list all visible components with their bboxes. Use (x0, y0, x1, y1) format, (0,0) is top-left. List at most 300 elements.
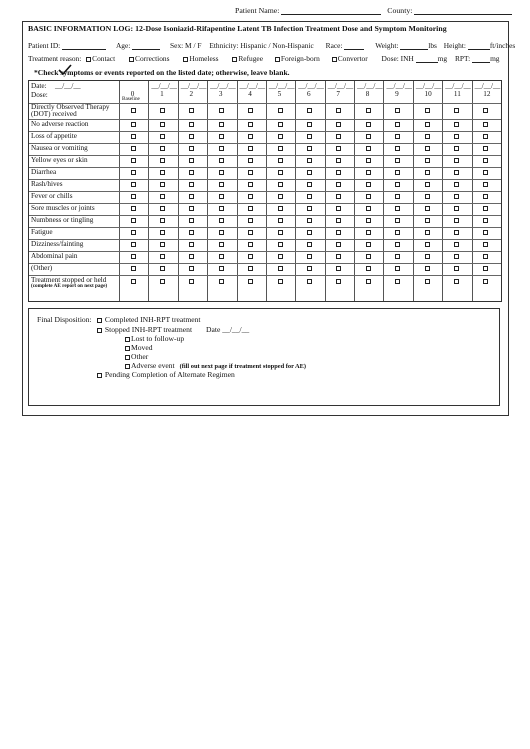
refugee-label: Refugee (238, 54, 263, 63)
county-field[interactable] (414, 6, 512, 15)
symptom-checkbox[interactable] (248, 182, 253, 187)
symptom-checkbox[interactable] (307, 230, 312, 235)
symptom-checkbox[interactable] (425, 146, 430, 151)
symptom-checkbox[interactable] (425, 170, 430, 175)
row-divider (29, 191, 501, 192)
symptom-label: Directly Observed Therapy (DOT) received (31, 103, 110, 118)
symptom-checkbox[interactable] (425, 108, 430, 113)
symptom-checkbox[interactable] (366, 108, 371, 113)
symptom-label: No adverse reaction (31, 120, 89, 128)
symptom-checkbox[interactable] (160, 254, 165, 259)
symptom-checkbox[interactable] (131, 206, 136, 211)
symptom-checkbox[interactable] (483, 279, 488, 284)
symptom-checkbox[interactable] (425, 134, 430, 139)
symptom-checkbox[interactable] (248, 194, 253, 199)
patient-name-label: Patient Name: (235, 6, 280, 15)
symptom-checkbox[interactable] (336, 146, 341, 151)
symptom-checkbox[interactable] (307, 158, 312, 163)
form-title: BASIC INFORMATION LOG: 12-Dose Isoniazid-Rifapentine Latent TB Infection Treatment Dose and Symptom Monitoring (28, 24, 447, 33)
symptom-checkbox[interactable] (336, 182, 341, 187)
age-field[interactable] (132, 41, 160, 50)
lost-label: Lost to follow-up (131, 334, 185, 343)
symptom-checkbox[interactable] (336, 254, 341, 259)
symptom-checkbox[interactable] (219, 279, 224, 284)
symptom-checkbox[interactable] (395, 182, 400, 187)
symptom-checkbox[interactable] (248, 266, 253, 271)
symptom-checkbox[interactable] (483, 170, 488, 175)
other-label: Other (131, 352, 149, 361)
date-label: Date: (31, 82, 47, 90)
treatment-reason-label: Treatment reason: (28, 54, 82, 63)
symptom-checkbox[interactable] (336, 108, 341, 113)
symptom-checkbox[interactable] (483, 254, 488, 259)
symptom-checkbox[interactable] (189, 242, 194, 247)
completed-label: Completed INH-RPT treatment (104, 315, 201, 324)
symptom-checkbox[interactable] (395, 266, 400, 271)
symptom-checkbox[interactable] (248, 122, 253, 127)
moved-option (125, 343, 153, 352)
homeless-label: Homeless (189, 54, 219, 63)
symptom-checkbox[interactable] (425, 266, 430, 271)
symptom-checkbox[interactable] (336, 279, 341, 284)
symptom-checkbox[interactable] (131, 266, 136, 271)
symptom-checkbox[interactable] (189, 158, 194, 163)
symptom-checkbox[interactable] (395, 230, 400, 235)
lost-checkbox[interactable] (125, 337, 130, 342)
patient-name-field[interactable] (281, 6, 381, 15)
symptom-checkbox[interactable] (366, 170, 371, 175)
pending-label: Pending Completion of Alternate Regimen (104, 370, 235, 379)
dose-date-field[interactable]: __/__/__ (445, 82, 471, 90)
symptom-checkbox[interactable] (483, 242, 488, 247)
refugee-checkbox[interactable] (232, 57, 237, 62)
rpt-dose-field[interactable] (472, 54, 490, 63)
symptom-checkbox[interactable] (189, 134, 194, 139)
dose-number: 11 (453, 90, 461, 98)
dose-date-field[interactable]: __/__/__ (386, 82, 413, 90)
stopped-checkbox[interactable] (97, 328, 102, 333)
symptom-checkbox[interactable] (483, 108, 488, 113)
symptom-checkbox[interactable] (219, 122, 224, 127)
symptom-label: Dizziness/fainting (31, 240, 84, 248)
symptom-checkbox[interactable] (336, 170, 341, 175)
symptom-checkbox[interactable] (219, 194, 224, 199)
pending-checkbox[interactable] (97, 373, 102, 378)
symptom-checkbox[interactable] (366, 230, 371, 235)
symptom-checkbox[interactable] (278, 146, 283, 151)
info-row (28, 41, 515, 50)
convertor-label: Convertor (337, 54, 368, 63)
symptom-checkbox[interactable] (483, 182, 488, 187)
symptom-checkbox[interactable] (160, 182, 165, 187)
symptom-checkbox[interactable] (307, 218, 312, 223)
symptom-checkbox[interactable] (131, 230, 136, 235)
symptom-checkbox[interactable] (336, 122, 341, 127)
symptom-checkbox[interactable] (219, 230, 224, 235)
symptom-checkbox[interactable] (395, 170, 400, 175)
symptom-checkbox[interactable] (278, 182, 283, 187)
symptom-checkbox[interactable] (248, 108, 253, 113)
symptom-checkbox[interactable] (336, 158, 341, 163)
corrections-checkbox[interactable] (129, 57, 134, 62)
symptom-checkbox[interactable] (307, 194, 312, 199)
weight-field[interactable] (400, 41, 428, 50)
dose-number: 0 (130, 90, 135, 98)
symptom-checkbox[interactable] (248, 134, 253, 139)
symptom-checkbox[interactable] (160, 170, 165, 175)
symptom-checkbox[interactable] (189, 254, 194, 259)
inh-dose-field[interactable] (416, 54, 438, 63)
symptom-checkbox[interactable] (395, 108, 400, 113)
symptom-checkbox[interactable] (454, 122, 459, 127)
symptom-checkbox[interactable] (131, 108, 136, 113)
moved-label: Moved (131, 343, 153, 352)
symptom-checkbox[interactable] (366, 158, 371, 163)
symptom-checkbox[interactable] (160, 206, 165, 211)
symptom-checkbox[interactable] (278, 158, 283, 163)
symptom-checkbox[interactable] (454, 134, 459, 139)
symptom-grid (28, 80, 502, 302)
symptom-checkbox[interactable] (131, 170, 136, 175)
symptom-checkbox[interactable] (395, 254, 400, 259)
symptom-checkbox[interactable] (307, 108, 312, 113)
symptom-checkbox[interactable] (131, 158, 136, 163)
final-disposition-box (28, 308, 500, 406)
symptom-checkbox[interactable] (395, 194, 400, 199)
symptom-checkbox[interactable] (189, 266, 194, 271)
symptom-checkbox[interactable] (395, 206, 400, 211)
dose-number: 4 (248, 90, 252, 98)
symptom-checkbox[interactable] (366, 266, 371, 271)
symptom-checkbox[interactable] (366, 194, 371, 199)
symptom-checkbox[interactable] (131, 279, 136, 284)
symptom-checkbox[interactable] (366, 122, 371, 127)
adverse-event-checkbox[interactable] (125, 364, 130, 369)
symptom-checkbox[interactable] (336, 218, 341, 223)
baseline-label: Baseline (122, 96, 140, 102)
symptom-checkbox[interactable] (160, 146, 165, 151)
symptom-checkbox[interactable] (278, 230, 283, 235)
symptom-checkbox[interactable] (454, 146, 459, 151)
symptom-checkbox[interactable] (395, 279, 400, 284)
symptom-checkbox[interactable] (483, 206, 488, 211)
symptom-checkbox[interactable] (131, 218, 136, 223)
symptom-checkbox[interactable] (189, 108, 194, 113)
patient-id-label: Patient ID: (28, 41, 61, 50)
symptom-checkbox[interactable] (425, 122, 430, 127)
symptom-checkbox[interactable] (366, 279, 371, 284)
symptom-checkbox[interactable] (219, 170, 224, 175)
symptom-checkbox[interactable] (395, 122, 400, 127)
symptom-checkbox[interactable] (454, 158, 459, 163)
symptom-checkbox[interactable] (160, 108, 165, 113)
symptom-checkbox[interactable] (366, 218, 371, 223)
symptom-label: Fatigue (31, 228, 53, 236)
symptom-checkbox[interactable] (425, 218, 430, 223)
symptom-checkbox[interactable] (483, 218, 488, 223)
completed-checkbox[interactable] (97, 318, 102, 323)
symptom-checkbox[interactable] (248, 218, 253, 223)
symptom-checkbox[interactable] (219, 108, 224, 113)
symptom-checkbox[interactable] (131, 122, 136, 127)
symptom-checkbox[interactable] (278, 206, 283, 211)
adverse-event-label: Adverse event (131, 361, 175, 370)
symptom-checkbox[interactable] (336, 206, 341, 211)
dose-label: Dose: (31, 91, 48, 99)
symptom-checkbox[interactable] (278, 194, 283, 199)
symptom-checkbox[interactable] (454, 218, 459, 223)
symptom-checkbox[interactable] (189, 230, 194, 235)
dose-date-field[interactable]: __/__/__ (210, 82, 236, 90)
completed-option (97, 315, 201, 324)
symptom-checkbox[interactable] (483, 134, 488, 139)
symptom-checkbox[interactable] (366, 182, 371, 187)
symptom-label: (Other) (31, 264, 53, 272)
symptom-checkbox[interactable] (307, 146, 312, 151)
symptom-checkbox[interactable] (454, 254, 459, 259)
row-divider (29, 203, 501, 204)
row-divider (29, 179, 501, 180)
symptom-checkbox[interactable] (160, 194, 165, 199)
other-checkbox[interactable] (125, 355, 130, 360)
row-divider (29, 227, 501, 228)
dose-number: 8 (365, 90, 370, 98)
symptom-checkbox[interactable] (307, 242, 312, 247)
symptom-checkbox[interactable] (395, 242, 400, 247)
corrections-label: Corrections (135, 54, 170, 63)
dose-date-field[interactable]: __/__/__ (180, 82, 207, 90)
symptom-checkbox[interactable] (336, 194, 341, 199)
symptom-checkbox[interactable] (278, 254, 283, 259)
dose-date-field[interactable]: __/__/__ (415, 82, 442, 90)
symptom-checkbox[interactable] (131, 194, 136, 199)
symptom-checkbox[interactable] (248, 242, 253, 247)
symptom-checkbox[interactable] (336, 266, 341, 271)
symptom-checkbox[interactable] (483, 266, 488, 271)
symptom-checkbox[interactable] (219, 158, 224, 163)
symptom-checkbox[interactable] (307, 279, 312, 284)
symptom-checkbox[interactable] (454, 266, 459, 271)
symptom-checkbox[interactable] (278, 266, 283, 271)
symptom-checkbox[interactable] (248, 170, 253, 175)
symptom-checkbox[interactable] (425, 230, 430, 235)
symptom-checkbox[interactable] (160, 134, 165, 139)
weight-label: Weight: (375, 41, 399, 50)
symptom-checkbox[interactable] (425, 158, 430, 163)
instruction-text: *Check symptoms or events reported on the listed date; otherwise, leave blank. (34, 68, 290, 77)
dose-date-field[interactable]: __/__/__ (474, 82, 501, 90)
dose-date-field[interactable]: __/__/__ (327, 82, 354, 90)
symptom-checkbox[interactable] (336, 242, 341, 247)
rpt-label: RPT: (454, 54, 471, 63)
symptom-checkbox[interactable] (425, 242, 430, 247)
symptom-checkbox[interactable] (160, 279, 165, 284)
symptom-checkbox[interactable] (219, 134, 224, 139)
symptom-checkbox[interactable] (189, 279, 194, 284)
symptom-checkbox[interactable] (131, 182, 136, 187)
symptom-checkbox[interactable] (219, 266, 224, 271)
symptom-checkbox[interactable] (189, 170, 194, 175)
foreign-born-checkbox[interactable] (275, 57, 280, 62)
symptom-checkbox[interactable] (160, 230, 165, 235)
symptom-label: Fever or chills (31, 192, 73, 200)
symptom-checkbox[interactable] (219, 254, 224, 259)
symptom-checkbox[interactable] (483, 230, 488, 235)
symptom-checkbox[interactable] (483, 122, 488, 127)
symptom-checkbox[interactable] (189, 146, 194, 151)
symptom-checkbox[interactable] (307, 266, 312, 271)
symptom-label: Nausea or vomiting (31, 144, 88, 152)
symptom-checkbox[interactable] (425, 254, 430, 259)
symptom-checkbox[interactable] (219, 146, 224, 151)
dose-number: 9 (395, 90, 399, 98)
dose-date-field[interactable]: __/__/__ (151, 82, 177, 90)
symptom-checkbox[interactable] (248, 158, 253, 163)
symptom-checkbox[interactable] (395, 146, 400, 151)
symptom-checkbox[interactable] (278, 218, 283, 223)
convertor-checkbox[interactable] (332, 57, 337, 62)
inh-mg-unit: mg (437, 54, 448, 63)
symptom-checkbox[interactable] (248, 230, 253, 235)
symptom-checkbox[interactable] (366, 242, 371, 247)
symptom-checkbox[interactable] (395, 218, 400, 223)
homeless-checkbox[interactable] (183, 57, 188, 62)
dose-date-field[interactable]: __/__/__ (268, 82, 295, 90)
symptom-checkbox[interactable] (278, 134, 283, 139)
stopped-date[interactable]: Date __/__/__ (206, 325, 250, 334)
symptom-checkbox[interactable] (219, 218, 224, 223)
symptom-checkbox[interactable] (160, 266, 165, 271)
symptom-checkbox[interactable] (336, 230, 341, 235)
symptom-checkbox[interactable] (278, 279, 283, 284)
symptom-checkbox[interactable] (307, 206, 312, 211)
symptom-checkbox[interactable] (160, 218, 165, 223)
dose-date-field[interactable]: __/__/__ (357, 82, 383, 90)
symptom-label: Abdominal pain (31, 252, 78, 260)
symptom-checkbox[interactable] (454, 279, 459, 284)
dose-number: 12 (483, 90, 491, 98)
symptom-checkbox[interactable] (248, 254, 253, 259)
age-label: Age: (115, 41, 131, 50)
symptom-checkbox[interactable] (219, 206, 224, 211)
symptom-checkbox[interactable] (425, 279, 430, 284)
symptom-checkbox[interactable] (366, 254, 371, 259)
symptom-checkbox[interactable] (160, 158, 165, 163)
symptom-checkbox[interactable] (307, 170, 312, 175)
symptom-checkbox[interactable] (189, 194, 194, 199)
symptom-checkbox[interactable] (160, 242, 165, 247)
symptom-checkbox[interactable] (278, 170, 283, 175)
symptom-checkbox[interactable] (160, 122, 165, 127)
contact-checkbox[interactable] (86, 57, 91, 62)
symptom-label: Sore muscles or joints (31, 204, 95, 212)
symptom-checkbox[interactable] (131, 254, 136, 259)
symptom-label: Treatment stopped or held (31, 276, 107, 284)
symptom-label: Numbness or tingling (31, 216, 94, 224)
symptom-checkbox[interactable] (395, 158, 400, 163)
symptom-checkbox[interactable] (248, 279, 253, 284)
dose-date-field[interactable]: __/__/__ (298, 82, 324, 90)
dose-number: 2 (189, 90, 194, 98)
symptom-checkbox[interactable] (483, 146, 488, 151)
symptom-checkbox[interactable] (395, 134, 400, 139)
symptom-checkbox[interactable] (307, 182, 312, 187)
symptom-checkbox[interactable] (454, 182, 459, 187)
symptom-checkbox[interactable] (366, 206, 371, 211)
baseline-date-field[interactable]: __/__/__ (55, 82, 81, 90)
row-divider (29, 251, 501, 252)
height-field[interactable] (468, 41, 490, 50)
symptom-checkbox[interactable] (307, 134, 312, 139)
symptom-label: Diarrhea (31, 168, 57, 176)
symptom-checkbox[interactable] (189, 182, 194, 187)
dose-number: 5 (277, 90, 282, 98)
symptom-checkbox[interactable] (425, 206, 430, 211)
symptom-checkbox[interactable] (248, 146, 253, 151)
symptom-checkbox[interactable] (219, 242, 224, 247)
dose-number: 1 (160, 90, 164, 98)
symptom-checkbox[interactable] (131, 242, 136, 247)
symptom-checkbox[interactable] (219, 182, 224, 187)
symptom-checkbox[interactable] (425, 194, 430, 199)
symptom-checkbox[interactable] (483, 158, 488, 163)
row-divider (29, 263, 501, 264)
symptom-checkbox[interactable] (454, 242, 459, 247)
symptom-checkbox[interactable] (336, 134, 341, 139)
symptom-checkbox[interactable] (454, 230, 459, 235)
symptom-checkbox[interactable] (454, 194, 459, 199)
rpt-mg-unit: mg (490, 54, 500, 63)
row-divider (29, 143, 501, 144)
symptom-checkbox[interactable] (425, 182, 430, 187)
foreign-born-label: Foreign-born (280, 54, 320, 63)
symptom-checkbox[interactable] (278, 122, 283, 127)
stopped-label: Stopped INH-RPT treatment (104, 325, 193, 334)
symptom-checkbox[interactable] (483, 194, 488, 199)
county-label: County: (387, 6, 413, 15)
moved-checkbox[interactable] (125, 346, 130, 351)
symptom-checkbox[interactable] (189, 218, 194, 223)
symptom-checkbox[interactable] (454, 108, 459, 113)
dose-number: 10 (424, 90, 432, 98)
symptom-checkbox[interactable] (454, 206, 459, 211)
dose-date-field[interactable]: __/__/__ (239, 82, 266, 90)
symptom-checkbox[interactable] (189, 206, 194, 211)
symptom-label: Loss of appetite (31, 132, 77, 140)
symptom-checkbox[interactable] (366, 146, 371, 151)
symptom-checkbox[interactable] (366, 134, 371, 139)
dose-number: 6 (307, 90, 311, 98)
dose-inh-label: Dose: INH (381, 54, 414, 63)
symptom-checkbox[interactable] (307, 254, 312, 259)
symptom-checkbox[interactable] (454, 170, 459, 175)
height-label: Height: (443, 41, 466, 50)
dose-number: 7 (336, 90, 340, 98)
symptom-checkbox[interactable] (248, 206, 253, 211)
symptom-checkbox[interactable] (189, 122, 194, 127)
patient-id-field[interactable] (62, 41, 106, 50)
race-field[interactable] (344, 41, 364, 50)
symptom-checkbox[interactable] (131, 146, 136, 151)
ae-note: (fill out next page if treatment stopped for AE) (179, 363, 307, 370)
symptom-checkbox[interactable] (278, 242, 283, 247)
row-divider (29, 239, 501, 240)
symptom-checkbox[interactable] (278, 108, 283, 113)
row-divider (29, 119, 501, 120)
stopped-option (97, 325, 249, 334)
symptom-checkbox[interactable] (307, 122, 312, 127)
symptom-checkbox[interactable] (131, 134, 136, 139)
